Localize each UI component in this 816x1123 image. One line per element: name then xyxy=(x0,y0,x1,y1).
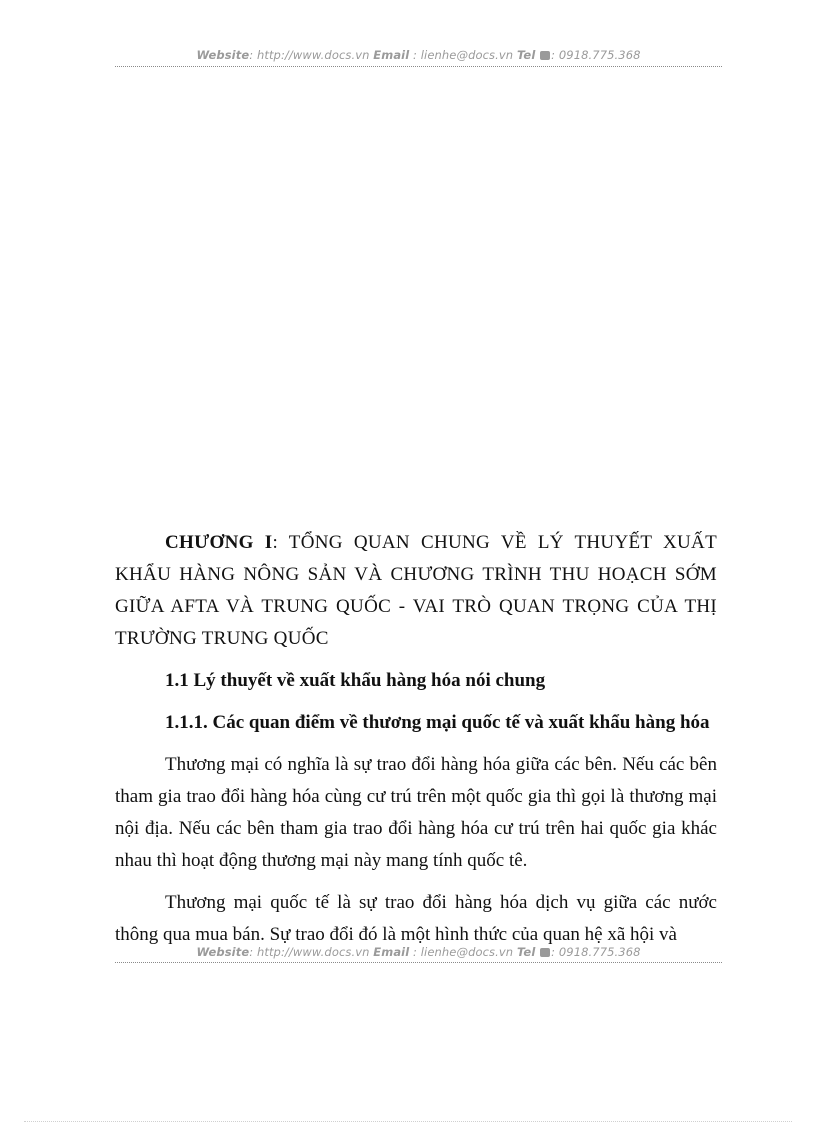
header-email-label: Email xyxy=(373,48,410,62)
header-tel-label: Tel xyxy=(516,48,536,62)
header-email-value: : lienhe@docs.vn xyxy=(413,48,514,62)
footer-website-value: : http://www.docs.vn xyxy=(249,945,370,959)
document-body xyxy=(115,527,717,951)
footer-tel-label: Tel xyxy=(516,945,536,959)
header-website-value: : http://www.docs.vn xyxy=(249,48,370,62)
body-paragraph: Thương mại quốc tế là sự trao đổi hàng hóa dịch vụ giữa các nước thông qua mua bán. Sự trao đổi đó là một hình thức của quan hệ xã hội và xyxy=(115,892,717,945)
page-footer xyxy=(115,945,722,959)
header-website-label: Website xyxy=(196,48,250,62)
header-tel-value: : 0918.775.368 xyxy=(551,48,641,62)
chapter-label: CHƯƠNG I xyxy=(165,532,273,553)
page-edge-divider xyxy=(24,1121,792,1122)
footer-email-label: Email xyxy=(373,945,410,959)
footer-website-label: Website xyxy=(196,945,250,959)
chapter-heading xyxy=(115,527,717,655)
section-heading-1-1: 1.1 Lý thuyết về xuất khẩu hàng hóa nói chung xyxy=(165,670,546,691)
footer-tel-value: : 0918.775.368 xyxy=(551,945,641,959)
phone-icon xyxy=(540,948,550,957)
phone-icon xyxy=(540,51,550,60)
page-header xyxy=(115,48,722,62)
body-paragraph: Thương mại có nghĩa là sự trao đổi hàng hóa giữa các bên. Nếu các bên tham gia trao đổi hàng hóa cùng cư trú trên một quốc gia thì gọi là thương mại nội địa. Nếu các bên tham gia trao đổi hàng hóa cư trú trên hai quốc gia khác nhau thì hoạt động thương mại này mang tính quốc tê. xyxy=(115,754,717,871)
header-divider xyxy=(115,66,722,67)
section-heading-1-1-1: 1.1.1. Các quan điểm về thương mại quốc tế và xuất khẩu hàng hóa xyxy=(165,712,710,733)
chapter-title: : TỔNG QUAN CHUNG VỀ LÝ THUYẾT XUẤT KHẨU HÀNG NÔNG SẢN VÀ CHƯƠNG TRÌNH THU HOẠCH SỚM GIỮA AFTA VÀ TRUNG QUỐC - VAI TRÒ QUAN TRỌNG CỦA THỊ TRƯỜNG TRUNG QUỐC xyxy=(115,532,717,649)
footer-email-value: : lienhe@docs.vn xyxy=(413,945,514,959)
footer-divider xyxy=(115,962,722,963)
